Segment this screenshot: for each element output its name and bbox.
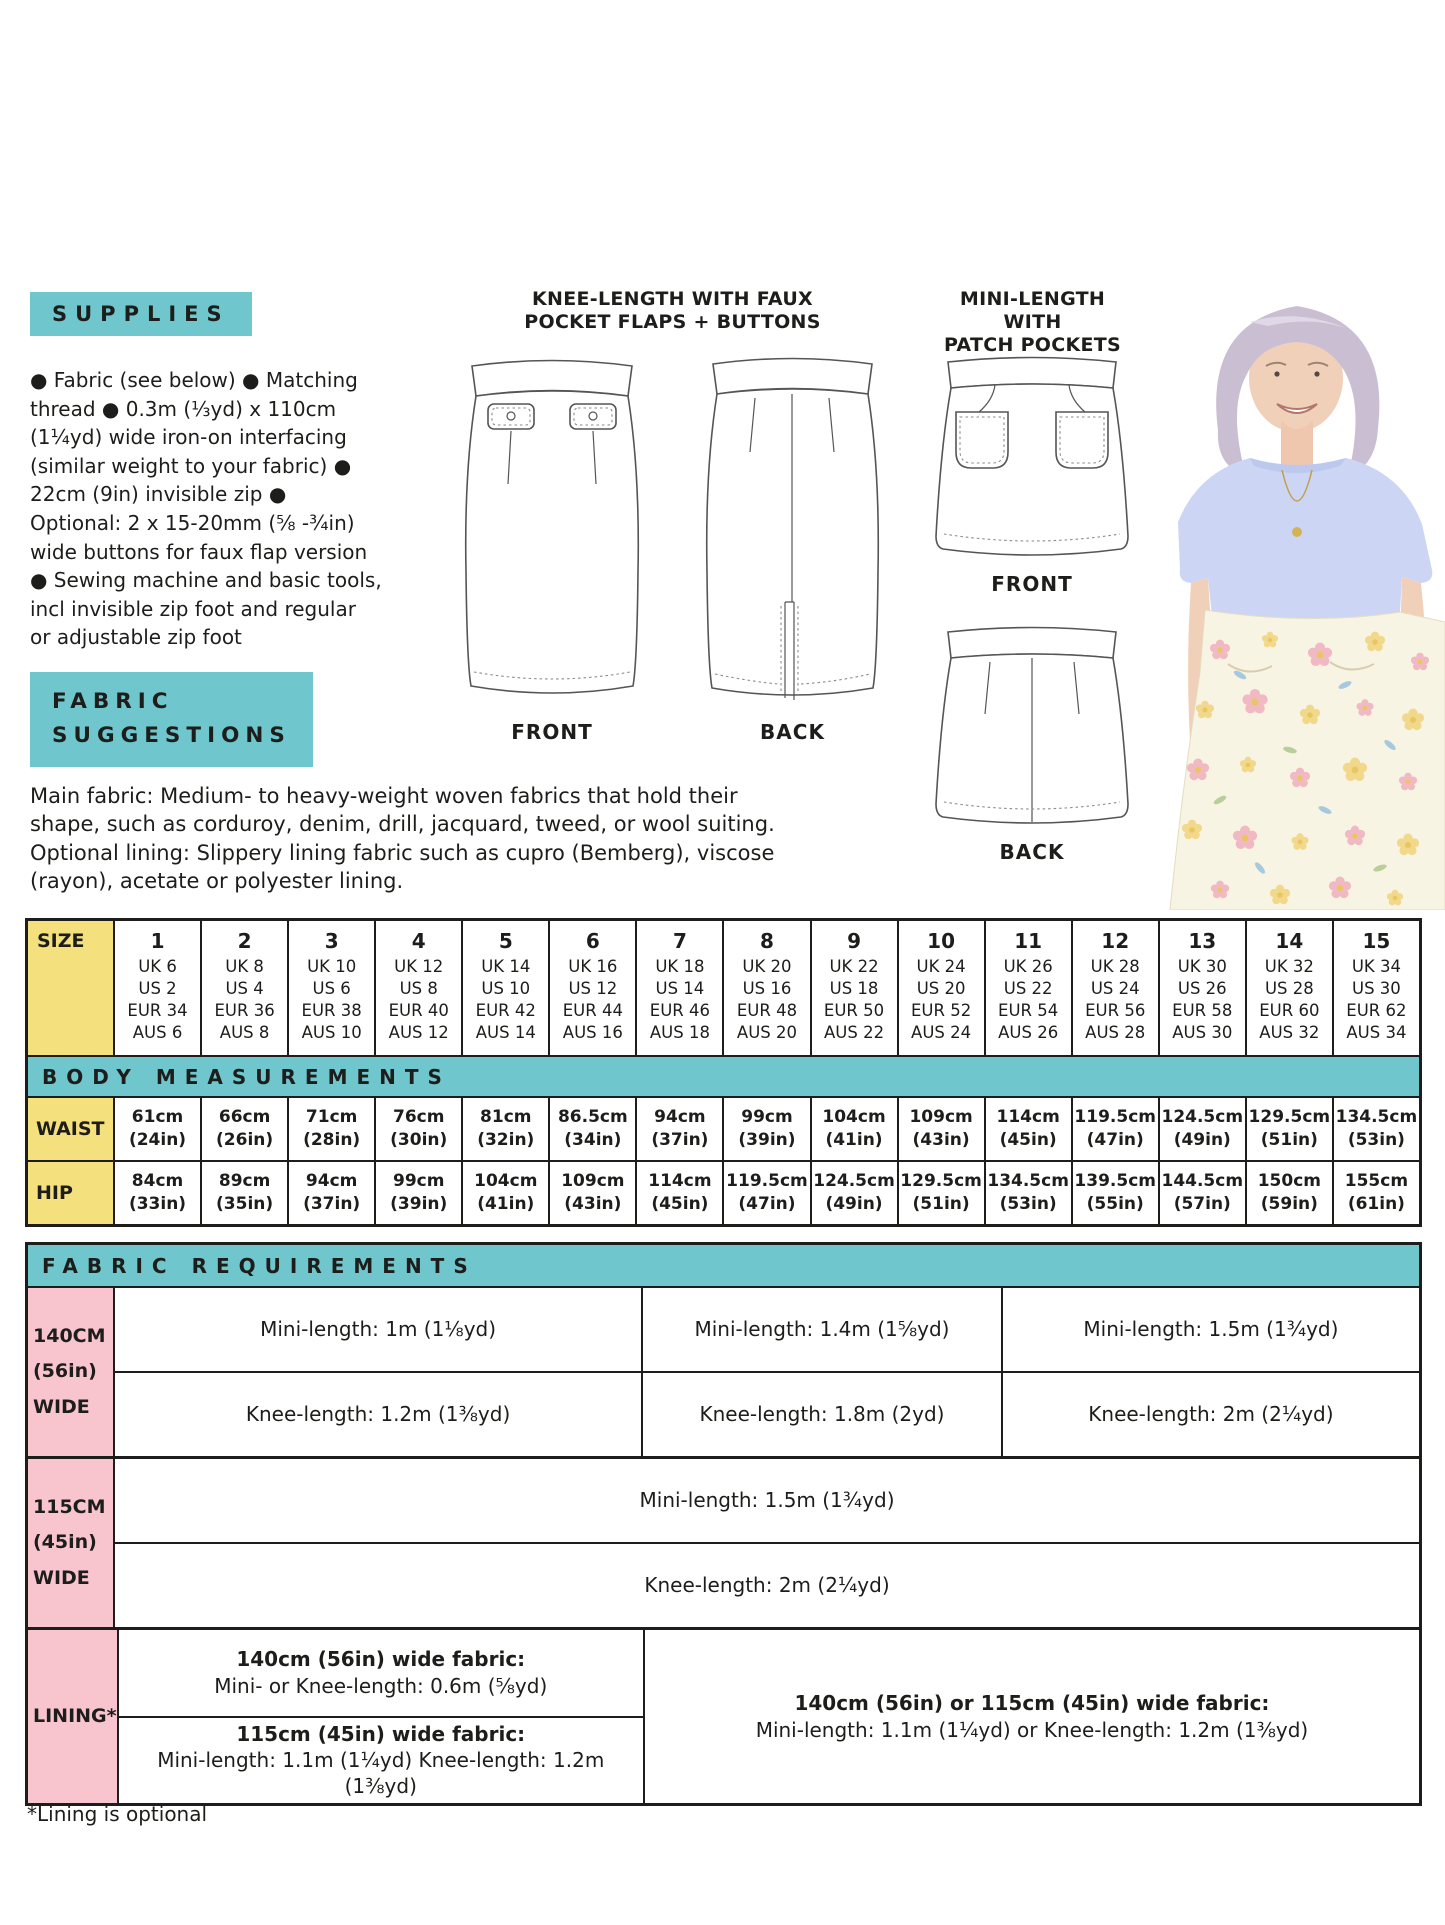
hip-cell	[548, 1162, 635, 1224]
label-line: 140CM	[33, 1325, 106, 1348]
label-line: WIDE	[33, 1566, 90, 1589]
size-eur: EUR 36	[214, 1000, 275, 1020]
size-eur: EUR 44	[562, 1000, 623, 1020]
size-uk: UK 16	[568, 957, 618, 976]
waist-cell	[1245, 1098, 1332, 1160]
fabric-suggestions-header-line1: FABRIC	[52, 689, 174, 714]
hip-cell	[1071, 1162, 1158, 1224]
mini-back-caption: BACK	[999, 840, 1065, 864]
waist-row-label: WAIST	[28, 1098, 113, 1160]
waist-in-value: (37in)	[651, 1130, 709, 1150]
size-aus: AUS 14	[475, 1022, 536, 1042]
hip-in-value: (33in)	[128, 1194, 187, 1214]
waist-in-value: (47in)	[1086, 1130, 1144, 1150]
size-uk: UK 26	[1003, 957, 1053, 976]
size-uk: UK 14	[481, 957, 531, 976]
size-number: 2	[237, 929, 252, 953]
hip-in-value: (47in)	[738, 1194, 796, 1214]
size-aus: AUS 6	[132, 1022, 183, 1042]
label-line: 115CM	[33, 1496, 106, 1519]
size-eur: EUR 58	[1172, 1000, 1233, 1020]
size-aus: AUS 16	[562, 1022, 623, 1042]
hip-in-value: (57in)	[1173, 1194, 1231, 1214]
hip-in-value: (59in)	[1260, 1194, 1318, 1214]
size-us: US 2	[138, 978, 177, 998]
size-uk: UK 32	[1264, 957, 1314, 976]
size-cell	[810, 921, 897, 1055]
label-line: (45in)	[33, 1531, 97, 1554]
label-line: WIDE	[33, 1395, 90, 1418]
size-number: 14	[1275, 929, 1304, 953]
size-aus: AUS 10	[301, 1022, 362, 1042]
knee-length-requirement: Knee-length: 2m (2¼yd)	[1001, 1373, 1419, 1456]
knee-length-variant-title	[495, 288, 850, 334]
lining-140cm-cell	[117, 1630, 643, 1716]
lining-115cm-value: Mini-length: 1.1m (1¼yd) Knee-length: 1.2m (1⅜yd)	[157, 1748, 605, 1799]
waist-cell	[1158, 1098, 1245, 1160]
waist-cell	[200, 1098, 287, 1160]
fabric-requirements-header: FABRIC REQUIREMENTS	[28, 1245, 1419, 1288]
hip-cell	[897, 1162, 984, 1224]
hip-cell	[374, 1162, 461, 1224]
size-number: 12	[1101, 929, 1130, 953]
hip-cm-value: 119.5cm	[726, 1171, 808, 1192]
knee-length-requirement: Knee-length: 1.8m (2yd)	[641, 1373, 1001, 1456]
lining-140cm-title: 140cm (56in) wide fabric:	[236, 1647, 526, 1672]
knee-length-requirement: Knee-length: 1.2m (1⅜yd)	[113, 1373, 641, 1456]
hip-cell	[722, 1162, 809, 1224]
size-eur: EUR 52	[910, 1000, 972, 1020]
lining-footnote: *Lining is optional	[27, 1802, 208, 1826]
size-aus: AUS 24	[911, 1022, 972, 1042]
knee-title-line1: KNEE-LENGTH WITH FAUX	[532, 288, 813, 310]
mini-length-requirement: Mini-length: 1.4m (1⅝yd)	[641, 1288, 1001, 1371]
waist-in-value: (26in)	[216, 1130, 274, 1150]
hip-in-value: (35in)	[216, 1194, 274, 1214]
hip-in-value: (45in)	[651, 1194, 709, 1214]
size-us: US 10	[481, 978, 531, 998]
waist-cm-value: 81cm	[480, 1107, 532, 1128]
hip-row-label: HIP	[28, 1162, 113, 1224]
waist-cell	[984, 1098, 1071, 1160]
hip-in-value: (43in)	[564, 1194, 622, 1214]
size-cell	[113, 921, 200, 1055]
waist-cm-value: 94cm	[654, 1107, 706, 1128]
waist-row	[28, 1098, 1419, 1160]
size-eur: EUR 62	[1346, 1000, 1407, 1020]
size-row-label: SIZE	[28, 921, 113, 1055]
mini-front-drawing	[932, 350, 1132, 564]
size-us: US 6	[312, 978, 351, 998]
size-uk: UK 6	[138, 957, 177, 976]
hip-cell	[200, 1162, 287, 1224]
size-number: 3	[324, 929, 339, 953]
mini-length-requirement: Mini-length: 1.5m (1¾yd)	[1001, 1288, 1419, 1371]
hip-cell	[810, 1162, 897, 1224]
waist-cm-value: 86.5cm	[557, 1107, 628, 1128]
mini-length-variant-title	[930, 288, 1135, 358]
size-uk: UK 28	[1090, 957, 1140, 976]
waist-cell	[461, 1098, 548, 1160]
hip-cm-value: 124.5cm	[813, 1171, 895, 1192]
size-us: US 28	[1264, 978, 1314, 998]
hip-cm-value: 134.5cm	[987, 1171, 1069, 1192]
mini-front-caption: FRONT	[991, 572, 1073, 596]
mini-title-line1: MINI-LENGTH WITH	[959, 288, 1106, 334]
waist-in-value: (28in)	[303, 1130, 361, 1150]
waist-cell	[897, 1098, 984, 1160]
supplies-list-text: ● Fabric (see below) ● Matching thread ● 0.3m (⅓yd) x 110cm (1¼yd) wide iron-on interfacing (similar weight to your fabric) ● 22cm (9in) invisible zip ● Optional: 2 x 15-20mm (⅝ -¾in) wide buttons for faux flap version ● Sewing machine and basic tools, incl invisible zip foot and regular or adjustable zip foot	[30, 368, 382, 650]
size-aus: AUS 26	[998, 1022, 1059, 1042]
size-us: US 20	[916, 978, 966, 998]
waist-cm-value: 129.5cm	[1248, 1107, 1331, 1128]
lining-115cm-cell	[117, 1716, 643, 1804]
mini-back-drawing	[932, 620, 1132, 832]
hip-cm-value: 129.5cm	[900, 1171, 982, 1192]
hip-in-value: (37in)	[303, 1194, 361, 1214]
waist-in-value: (39in)	[738, 1130, 796, 1150]
size-cell	[1245, 921, 1332, 1055]
waist-in-value: (34in)	[564, 1130, 622, 1150]
waist-cm-value: 66cm	[218, 1107, 271, 1128]
mini-length-requirement: Mini-length: 1m (1⅛yd)	[113, 1288, 641, 1371]
size-uk: UK 20	[742, 957, 792, 976]
lining-combined-title: 140cm (56in) or 115cm (45in) wide fabric:	[794, 1690, 1270, 1715]
waist-in-value: (30in)	[390, 1130, 448, 1150]
size-eur: EUR 48	[736, 1000, 798, 1020]
hip-cm-value: 114cm	[648, 1171, 712, 1192]
waist-in-value: (51in)	[1260, 1130, 1318, 1150]
body-measurements-header: BODY MEASUREMENTS	[28, 1055, 1419, 1098]
hip-in-value: (49in)	[825, 1194, 883, 1214]
width-115cm-label	[28, 1459, 113, 1627]
waist-cm-value: 71cm	[305, 1107, 358, 1128]
size-number: 7	[672, 929, 687, 953]
hip-cm-value: 94cm	[305, 1171, 358, 1192]
mini-length-requirement: Mini-length: 1.5m (1¾yd)	[113, 1459, 1419, 1542]
size-eur: EUR 60	[1259, 1000, 1320, 1020]
supplies-section-header: SUPPLIES	[30, 292, 252, 336]
hip-cm-value: 155cm	[1344, 1171, 1409, 1192]
hip-cell	[1158, 1162, 1245, 1224]
size-us: US 16	[742, 978, 792, 998]
hip-row	[28, 1160, 1419, 1224]
size-number: 5	[498, 929, 513, 953]
waist-in-value: (24in)	[128, 1130, 187, 1150]
size-eur: EUR 42	[475, 1000, 536, 1020]
size-eur: EUR 50	[823, 1000, 885, 1020]
waist-cell	[287, 1098, 374, 1160]
size-number: 4	[411, 929, 426, 953]
width-115cm-row	[28, 1456, 1419, 1627]
lining-140cm-value: Mini- or Knee-length: 0.6m (⅝yd)	[214, 1673, 548, 1698]
hip-cell	[461, 1162, 548, 1224]
mini-title-line2: PATCH POCKETS	[943, 334, 1122, 357]
label-line: LINING*	[33, 1704, 117, 1727]
hip-in-value: (61in)	[1347, 1194, 1405, 1214]
waist-cell	[1071, 1098, 1158, 1160]
size-cell	[984, 921, 1071, 1055]
size-cell	[1332, 921, 1419, 1055]
hip-cell	[287, 1162, 374, 1224]
knee-length-requirement: Knee-length: 2m (2¼yd)	[113, 1544, 1419, 1627]
size-us: US 4	[225, 978, 264, 998]
size-us: US 30	[1352, 978, 1401, 998]
size-us: US 14	[655, 978, 705, 998]
size-eur: EUR 56	[1085, 1000, 1146, 1020]
waist-cell	[374, 1098, 461, 1160]
hip-in-value: (55in)	[1086, 1194, 1144, 1214]
waist-in-value: (49in)	[1173, 1130, 1231, 1150]
size-us: US 8	[399, 978, 438, 998]
size-eur: EUR 40	[388, 1000, 449, 1020]
size-cell	[548, 921, 635, 1055]
fabric-suggestions-section-header	[30, 672, 313, 767]
waist-cm-value: 119.5cm	[1074, 1107, 1156, 1128]
hip-cm-value: 89cm	[218, 1171, 271, 1192]
hip-in-value: (39in)	[390, 1194, 448, 1214]
size-eur: EUR 46	[649, 1000, 711, 1020]
hip-cm-value: 109cm	[561, 1171, 625, 1192]
hip-cell	[1245, 1162, 1332, 1224]
knee-front-caption: FRONT	[511, 720, 593, 744]
fabric-requirements-table	[25, 1242, 1422, 1806]
size-uk: UK 22	[829, 957, 879, 976]
size-eur: EUR 54	[998, 1000, 1059, 1020]
size-uk: UK 24	[916, 957, 966, 976]
knee-front-drawing	[452, 352, 652, 710]
hip-cell	[1332, 1162, 1419, 1224]
lining-combined-value: Mini-length: 1.1m (1¼yd) or Knee-length: 1.2m (1⅜yd)	[755, 1717, 1309, 1742]
size-aus: AUS 8	[219, 1022, 270, 1042]
waist-cm-value: 99cm	[741, 1107, 793, 1128]
waist-in-value: (45in)	[999, 1130, 1057, 1150]
size-aus: AUS 28	[1085, 1022, 1146, 1042]
waist-cell	[1332, 1098, 1419, 1160]
waist-cm-value: 134.5cm	[1335, 1107, 1418, 1128]
size-uk: UK 12	[394, 957, 444, 976]
waist-cm-value: 104cm	[822, 1107, 886, 1128]
size-aus: AUS 32	[1259, 1022, 1320, 1042]
lining-row	[28, 1627, 1419, 1803]
size-us: US 18	[829, 978, 879, 998]
size-us: US 24	[1090, 978, 1140, 998]
hip-cm-value: 150cm	[1257, 1171, 1321, 1192]
size-cell	[461, 921, 548, 1055]
size-uk: UK 10	[307, 957, 357, 976]
size-uk: UK 34	[1351, 957, 1401, 976]
hip-cm-value: 99cm	[392, 1171, 445, 1192]
size-uk: UK 18	[655, 957, 705, 976]
size-number: 15	[1362, 929, 1391, 953]
lining-combined-cell	[643, 1630, 1419, 1803]
size-cell	[722, 921, 809, 1055]
size-uk: UK 30	[1177, 957, 1227, 976]
hip-cm-value: 139.5cm	[1074, 1171, 1156, 1192]
waist-cell	[113, 1098, 200, 1160]
knee-title-line2: POCKET FLAPS + BUTTONS	[524, 311, 821, 334]
size-number: 8	[760, 929, 774, 953]
size-row	[28, 921, 1419, 1055]
waist-cm-value: 109cm	[909, 1107, 973, 1128]
fabric-suggestions-header-line2: SUGGESTIONS	[52, 723, 291, 749]
hip-cm-value: 144.5cm	[1161, 1171, 1244, 1192]
size-number: 1	[150, 929, 165, 953]
size-aus: AUS 20	[736, 1022, 798, 1042]
size-number: 6	[585, 929, 600, 953]
size-aus: AUS 18	[649, 1022, 710, 1042]
hip-in-value: (41in)	[477, 1194, 535, 1214]
size-aus: AUS 12	[388, 1022, 449, 1042]
waist-cell	[810, 1098, 897, 1160]
waist-in-value: (43in)	[912, 1130, 970, 1150]
waist-cm-value: 61cm	[131, 1107, 184, 1128]
size-cell	[200, 921, 287, 1055]
hip-cell	[113, 1162, 200, 1224]
waist-cm-value: 76cm	[392, 1107, 445, 1128]
width-140cm-row	[28, 1288, 1419, 1456]
size-uk: UK 8	[225, 957, 264, 976]
size-us: US 22	[1003, 978, 1053, 998]
waist-in-value: (53in)	[1347, 1130, 1405, 1150]
size-aus: AUS 30	[1172, 1022, 1233, 1042]
size-cell	[897, 921, 984, 1055]
model-photo	[1150, 270, 1445, 910]
waist-in-value: (32in)	[477, 1130, 535, 1150]
size-cell	[287, 921, 374, 1055]
size-aus: AUS 34	[1346, 1022, 1407, 1042]
hip-cell	[984, 1162, 1071, 1224]
size-number: 10	[927, 929, 956, 953]
size-and-body-measurements-table	[25, 918, 1422, 1227]
size-number: 13	[1188, 929, 1217, 953]
waist-in-value: (41in)	[825, 1130, 883, 1150]
knee-back-drawing	[695, 350, 890, 714]
hip-cm-value: 104cm	[474, 1171, 538, 1192]
hip-in-value: (51in)	[912, 1194, 970, 1214]
size-us: US 12	[568, 978, 618, 998]
waist-cm-value: 124.5cm	[1161, 1107, 1244, 1128]
size-aus: AUS 22	[823, 1022, 885, 1042]
width-140cm-label	[28, 1288, 113, 1456]
waist-cell	[635, 1098, 722, 1160]
hip-cm-value: 84cm	[131, 1171, 184, 1192]
size-number: 9	[847, 929, 861, 953]
size-cell	[635, 921, 722, 1055]
waist-cell	[722, 1098, 809, 1160]
size-cell	[374, 921, 461, 1055]
size-cell	[1158, 921, 1245, 1055]
hip-cell	[635, 1162, 722, 1224]
lining-115cm-title: 115cm (45in) wide fabric:	[236, 1721, 526, 1746]
waist-cm-value: 114cm	[996, 1107, 1060, 1128]
waist-cell	[548, 1098, 635, 1160]
lining-label	[28, 1630, 117, 1803]
fabric-suggestions-text: Main fabric: Medium- to heavy-weight woven fabrics that hold their shape, such as corduroy, denim, drill, jacquard, tweed, or wool suiting. Optional lining: Slippery lining fabric such as cupro (Bemberg), viscose (rayon), acetate or polyester lining.	[30, 784, 775, 894]
size-us: US 26	[1177, 978, 1227, 998]
size-eur: EUR 34	[127, 1000, 188, 1020]
hip-in-value: (53in)	[999, 1194, 1057, 1214]
size-cell	[1071, 921, 1158, 1055]
size-eur: EUR 38	[301, 1000, 362, 1020]
label-line: (56in)	[33, 1360, 97, 1383]
knee-back-caption: BACK	[760, 720, 825, 744]
size-number: 11	[1014, 929, 1043, 953]
